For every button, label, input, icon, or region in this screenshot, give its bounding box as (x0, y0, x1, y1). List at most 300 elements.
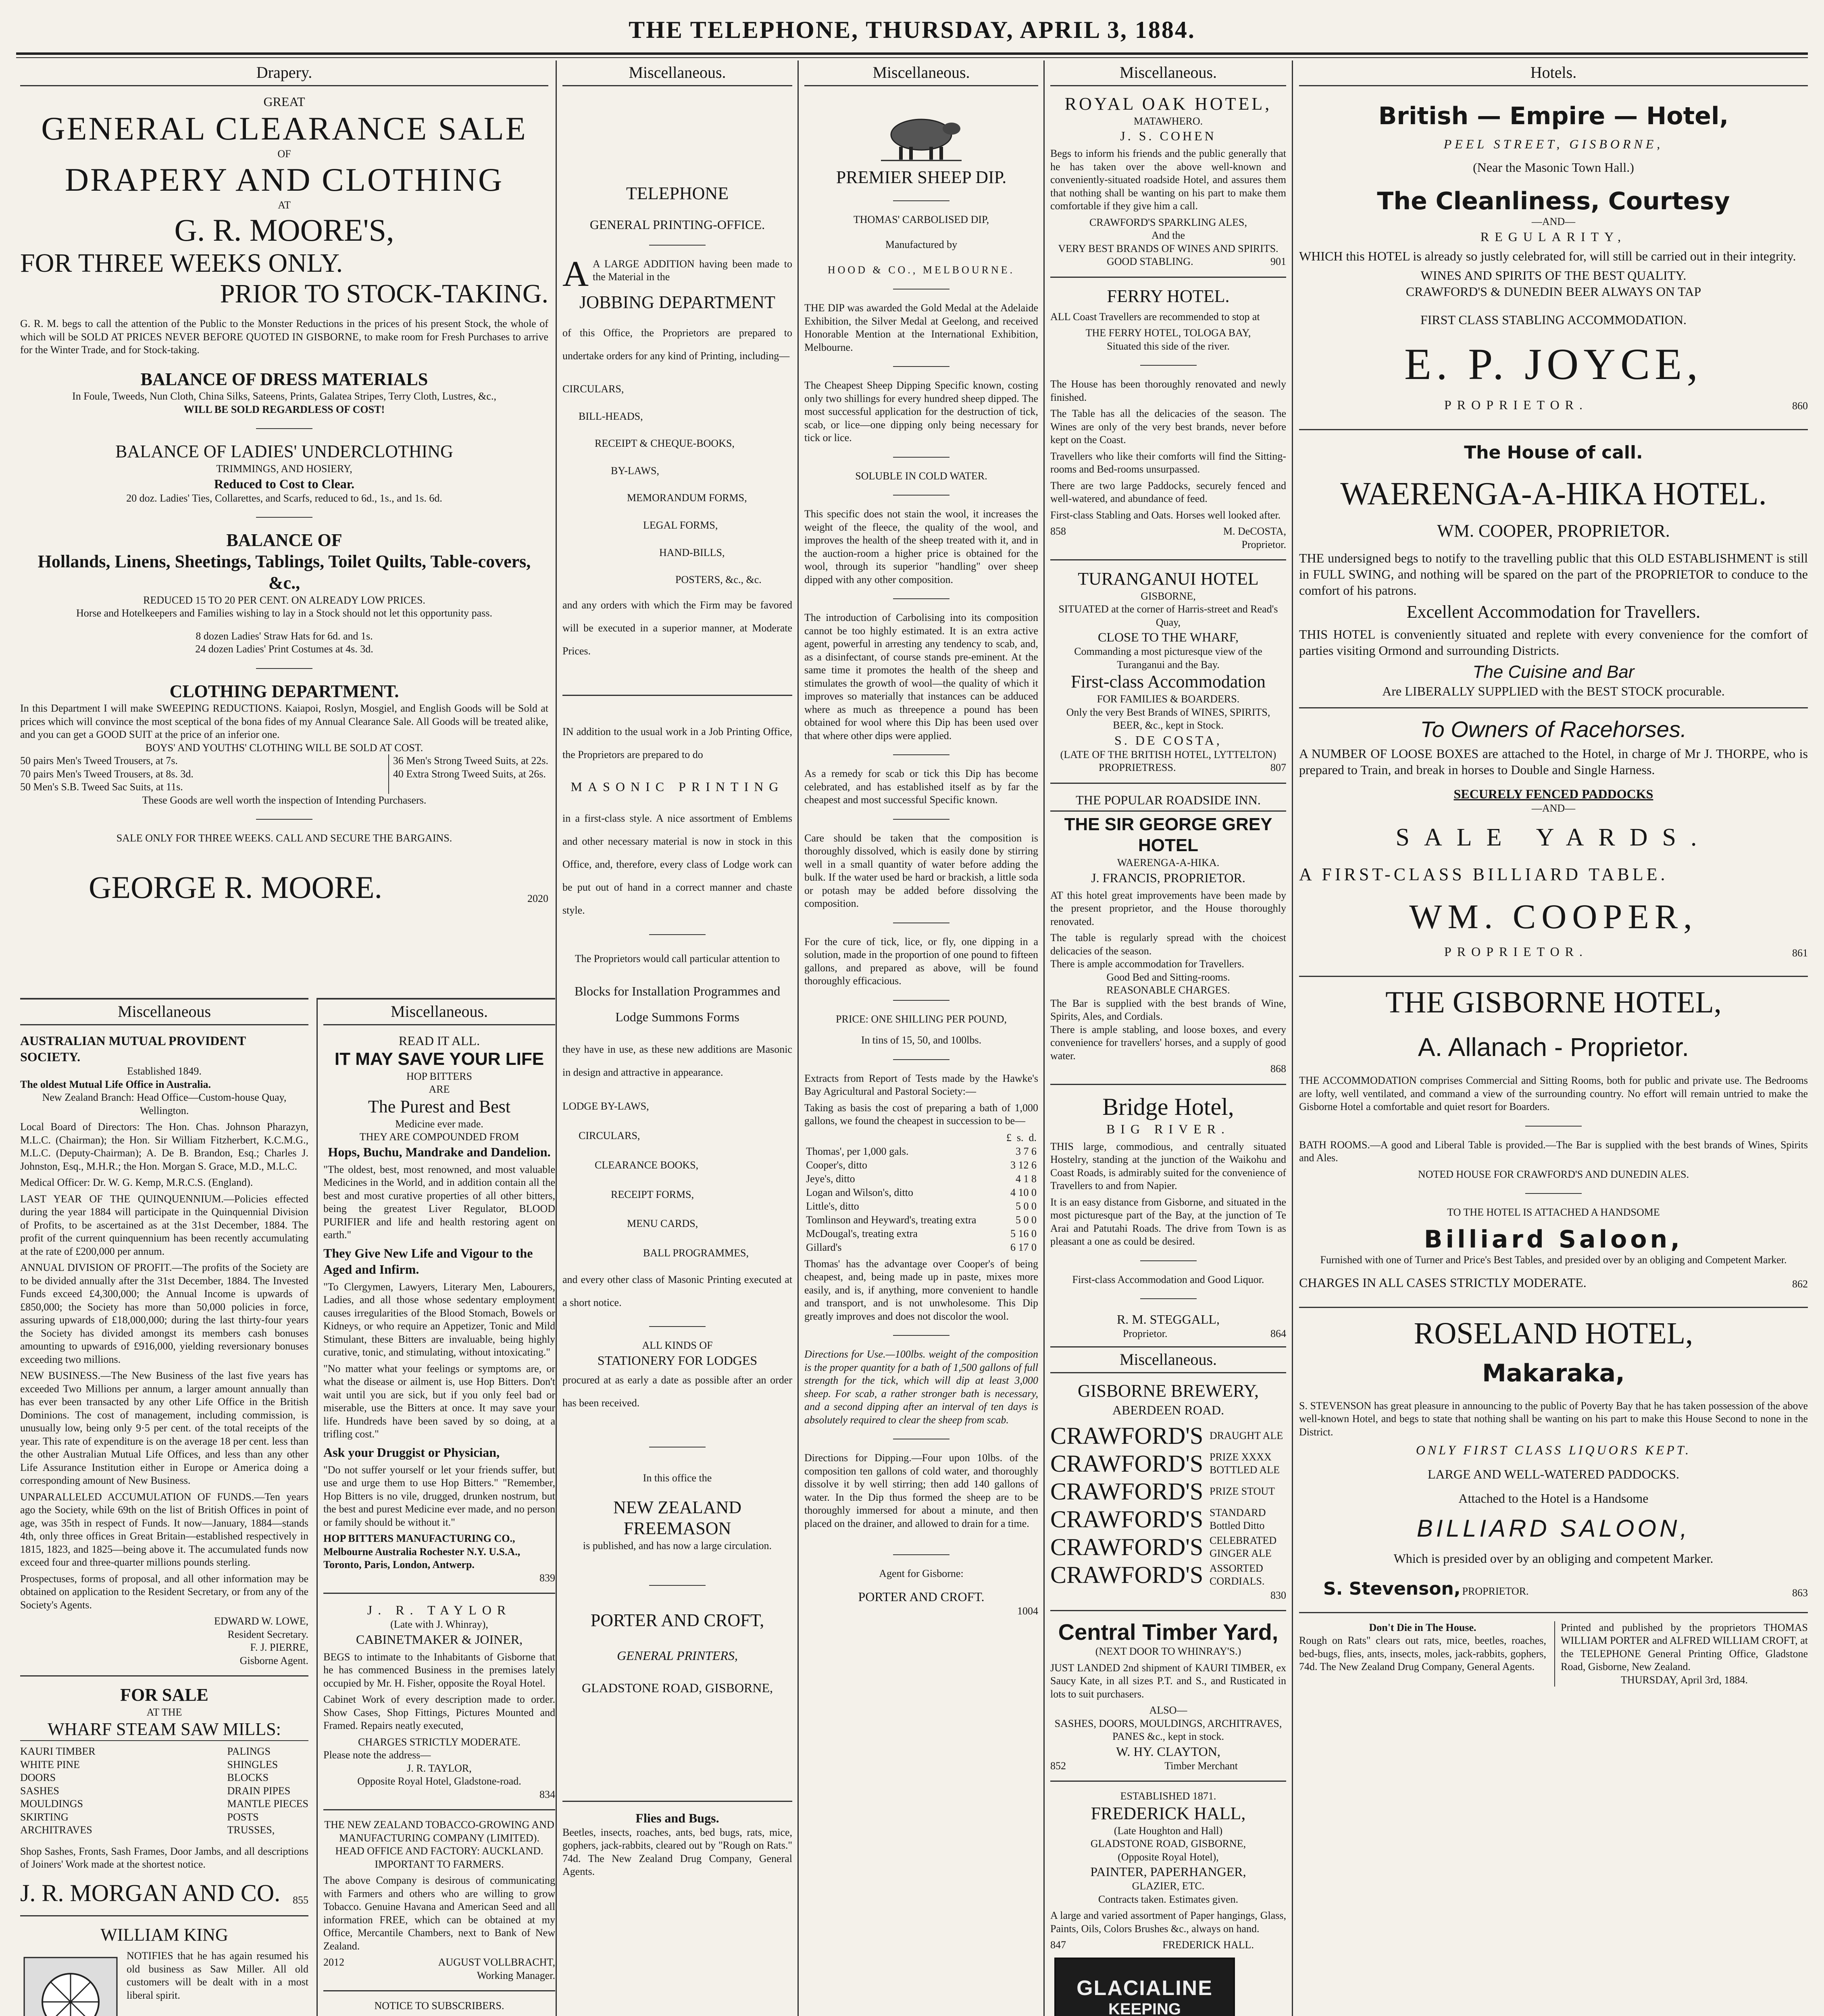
hollands-note: Horse and Hotelkeepers and Families wishing to lay in a Stock should not let this opportunity pass. (76, 607, 492, 619)
porter-croft: PORTER AND CROFT, (590, 1610, 764, 1630)
grey-stabling: There is ample stabling, and loose boxes, and every convenience for travellers' horses, and a supply of good water. (1050, 1023, 1286, 1062)
turanganui-gisborne: GISBORNE, (1141, 590, 1196, 602)
tobacco-sig-row (323, 1956, 555, 1969)
table-row (804, 1172, 1038, 1186)
timber-sashes: SASHES, DOORS, MOULDINGS, ARCHITRAVES, PANES &c., kept in stock. (1054, 1717, 1282, 1743)
timber-item: MANTLE PIECES (227, 1798, 308, 1810)
stabling: FIRST CLASS STABLING ACCOMMODATION. (1420, 312, 1687, 327)
gladstone-road: GLADSTONE ROAD, GISBORNE, (581, 1680, 773, 1695)
lodge-item: CLEARANCE BOOKS, (595, 1159, 699, 1171)
lodge-item: LODGE BY-LAWS, (562, 1100, 649, 1112)
billiard-saloon-italic: BILLIARD SALOON, (1416, 1515, 1691, 1542)
divider (256, 517, 312, 518)
suits-item: 36 Men's Strong Tweed Suits, at 22s. (393, 755, 548, 767)
cure-tick: For the cure of tick, lice, or fly, one dipping in a solution, made in the proportion of one pound to fifteen gallons, and prepared as above, will be found thoroughly efficacious. (804, 935, 1038, 987)
regularity: REGULARITY, (1480, 229, 1627, 244)
blocks-body: they have in use, as these new additions are Masonic in design and attractive in appearance. (562, 1043, 792, 1078)
lodge-item: MENU CARDS, (627, 1218, 698, 1230)
section-heading: Miscellaneous. (323, 1000, 555, 1025)
at-label: AT (278, 199, 291, 211)
masonic-printing: MASONIC PRINTING (571, 779, 784, 794)
masthead-rule (16, 52, 1808, 55)
table-row (804, 1145, 1038, 1158)
column-rule (797, 60, 799, 2016)
table-header (804, 1131, 1038, 1145)
divider (20, 1675, 308, 1677)
divider (893, 598, 949, 599)
charges-row (1299, 1275, 1808, 1291)
underclothing-trimmings: TRIMMINGS, AND HOSIERY, (216, 463, 352, 475)
bridge-role-row (1050, 1327, 1286, 1341)
divider (1050, 1084, 1286, 1085)
waerenga: WAERENGA-A-HIKA. (1117, 857, 1220, 869)
timber-item: KAURI TIMBER (20, 1745, 96, 1758)
freemason-circulation: is published, and has now a large circulation. (583, 1540, 772, 1552)
hood-co: HOOD & CO., MELBOURNE. (827, 264, 1015, 276)
divider (1299, 707, 1808, 708)
bridge-signature: R. M. STEGGALL, (1116, 1312, 1220, 1327)
table-row (804, 1186, 1038, 1200)
liquors-kept: ONLY FIRST CLASS LIQUORS KEPT. (1416, 1443, 1691, 1458)
paddocks: LARGE AND WELL-WATERED PADDOCKS. (1428, 1467, 1679, 1482)
gisborne-brewery: GISBORNE BREWERY, (1077, 1381, 1259, 1401)
procured-text: procured at as early a date as possible after an order has been received. (562, 1374, 792, 1409)
ferry-role: Proprietor. (1241, 538, 1286, 550)
clearance-sale-title: GENERAL CLEARANCE SALE (41, 110, 527, 147)
all-kinds: ALL KINDS OF (642, 1339, 713, 1352)
hop-bitters: HOP BITTERS (406, 1070, 472, 1082)
charges-moderate: CHARGES IN ALL CASES STRICTLY MODERATE. (1299, 1275, 1587, 1290)
taylor-late: (Late with J. Whinray), (390, 1618, 488, 1631)
gisborne-accommodation: THE ACCOMMODATION comprises Commercial and Sitting Rooms, both for public and private use. The Bedrooms are lofty, well ventilated, and command a view of the surrounding country. No effort will remain untried to make the Gisborne Hotel a comfortable and quiet resort for Boarders. (1299, 1075, 1808, 1113)
stevenson-notice: S. STEVENSON has great pleasure in announcing to the public of Poverty Bay that he has taken possession of the above well-known Hotel, and begs to state that nothing shall be wanting on his part to make this House Second to none in the District. (1299, 1400, 1808, 1438)
turanganui-wharf: CLOSE TO THE WHARF, (1098, 630, 1239, 645)
joyce-name: E. P. JOYCE, (1404, 339, 1703, 389)
section-heading: Miscellaneous. (804, 60, 1038, 86)
dip-cost: 3 12 6 (1010, 1159, 1037, 1171)
turanganui-role: PROPRIETRESS. (1099, 762, 1176, 774)
manufactured-by: Manufactured by (885, 239, 958, 251)
roadside-inn: THE POPULAR ROADSIDE INN. (1076, 792, 1261, 807)
dont-die-body: Rough on Rats" clears out rats, mice, beetles, roaches, bed-bugs, flies, ants, insects, moles, jack-rabbits, gophers, 74d. The New Zealand Drug Company, General Agents. (1299, 1635, 1546, 1673)
crawford-row: CRAWFORD'S PRIZE STOUT (1050, 1478, 1275, 1505)
hop-manufacturing: HOP BITTERS MANUFACTURING CO., Melbourne Australia Rochester N.Y. U.S.A., Toronto, Paris, London, Antwerp. (323, 1533, 521, 1571)
roseland-hotel: ROSELAND HOTEL, (1414, 1316, 1693, 1351)
cuisine-bar: The Cuisine and Bar (1472, 662, 1635, 682)
addition-text: IN addition to the usual work in a Job Printing Office, the Proprietors are prepared to do (562, 726, 792, 761)
divider (1140, 1298, 1197, 1299)
great-label: GREAT (263, 94, 305, 109)
divider (893, 495, 949, 496)
large-addition (562, 254, 792, 294)
amp-lowe-role: Resident Secretary. (227, 1628, 308, 1640)
divider (649, 1585, 706, 1586)
hop-quote-3: "No matter what your feelings or symptoms are, or what the disease or ailment is, use Hop Bitters. Don't wait until you are sick, but if you only feel bad or miserable, use the Bitters at once. It may save your life. Hundreds have been saved by so doing, at a trifling cost." (323, 1362, 555, 1440)
divider (893, 1335, 949, 1336)
timber-item: BLOCKS (227, 1772, 269, 1784)
dunedin-beer: CRAWFORD'S & DUNEDIN BEER ALWAYS ON TAP (1405, 284, 1701, 299)
hall-late: (Late Houghton and Hall) (1114, 1824, 1223, 1837)
glacialine-advert (1054, 1958, 1235, 2016)
turanganui-accommodation: First-class Accommodation (1071, 672, 1266, 692)
stevenson-row (1299, 1579, 1808, 1600)
ask-druggist: Ask your Druggist or Physician, (323, 1445, 500, 1460)
bridge-distance: It is an easy distance from Gisborne, and situated in the most picturesque part of the Bay, at the junction of Te Arai and Patutahi Roads. The drive from Town is as pleasant a one as could be desired. (1050, 1196, 1286, 1248)
handsome-label: Attached to the Hotel is a Handsome (1458, 1491, 1649, 1506)
ad-number: 860 (1792, 400, 1808, 412)
hall-road: GLADSTONE ROAD, GISBORNE, (1090, 1838, 1246, 1850)
signature-row (20, 869, 548, 906)
amp-oldest: The oldest Mutual Life Office in Australia. (20, 1078, 211, 1090)
timber-item: TRUSSES, (227, 1824, 275, 1836)
tobacco-signature: AUGUST VOLLBRACHT, (438, 1956, 555, 1968)
hop-quote-1: "The oldest, best, most renowned, and most valuable Medicines in the World, and in addition contain all the best and most curative properties of all other bitters, being the greatest Liver Regulator, BLOOD PURIFIER and life and health restoring agent on earth." (323, 1163, 555, 1241)
printing-item: POSTERS, &c., &c. (675, 574, 762, 586)
taylor-work: Cabinet Work of every description made to order. Show Cases, Shop Fittings, Pictures Mounted and Framed. Repairs neatly executed, (323, 1693, 555, 1732)
turanganui-hotel: TURANGANUI HOTEL (1078, 569, 1259, 589)
column-rule (1292, 60, 1293, 2016)
divider (893, 754, 949, 755)
purest-best: The Purest and Best (368, 1096, 511, 1116)
frederick-hall: FREDERICK HALL, (1091, 1803, 1246, 1823)
jobbing-department: JOBBING DEPARTMENT (579, 292, 775, 312)
care-dissolve: Care should be taken that the composition is thoroughly dissolved, which is easily done by stirring well in a small quantity of water before adding the bulk. If the water used be hard or brackish, a little soda or potash may be added before dissolving the composition. (804, 832, 1038, 910)
currency-header: £ s. d. (1006, 1131, 1037, 1143)
royal-oak-hotel: ROYAL OAK HOTEL, (1064, 94, 1272, 114)
medicine-made: Medicine ever made. (395, 1118, 483, 1130)
table-row (804, 1241, 1038, 1254)
compounded-from: THEY ARE COMPOUNDED FROM (359, 1131, 519, 1143)
column-rule (556, 60, 557, 2016)
crawford-row: CRAWFORD'S ASSORTED CORDIALS. (1050, 1561, 1265, 1588)
divider (893, 366, 949, 367)
and-the: And the (1151, 229, 1185, 242)
imprint-text: Printed and published by the proprietors THOMAS WILLIAM PORTER and ALFRED WILLIAM CROFT, at the TELEPHONE General Printing Office, Gladstone Road, Gisborne, New Zealand. (1561, 1621, 1808, 1673)
aberdeen-road: ABERDEEN ROAD. (1112, 1402, 1224, 1417)
divider (1050, 810, 1286, 812)
turanganui-late: (LATE OF THE BRITISH HOTEL, LYTTELTON) (1060, 748, 1276, 760)
amp-heading: AUSTRALIAN MUTUAL PROVIDENT SOCIETY. (20, 1033, 246, 1064)
ferry-table: The Table has all the delicacies of the season. The Wines are only of the very best brands, never before kept on the Coast. (1050, 408, 1286, 446)
billiard-saloon: Billiard Saloon, (1424, 1225, 1683, 1254)
save-your-life: IT MAY SAVE YOUR LIFE (334, 1049, 544, 1069)
drapery-clothing-title: DRAPERY AND CLOTHING (65, 161, 504, 198)
king-notice: NOTIFIES that he has again resumed his old business as Saw Miller. All old customers will be dealt with in a most liberal spirit. (127, 1950, 308, 2001)
divider (323, 1593, 555, 1594)
are-label: ARE (429, 1083, 450, 1095)
ad-number: 2012 (323, 1956, 344, 1968)
amp-new-business: NEW BUSINESS.—The New Business of the last five years has exceeded Two Millions per annum, a larger amount annually than has ever been transacted by any other Life Office in the British Dominions. The cost of management, including commission, is unusually low, being only 9·5 per cent. of the total receipts of the year. This rate of expenditure is on the average 18 per cent. less than the other Australian Mutual Life Offices, and less than any other Life Assurance Institution either in Europe or America doing a corresponding amount of New Business. (20, 1370, 308, 1486)
premier-sheep-dip: PREMIER SHEEP DIP. (836, 167, 1007, 187)
ad-number: 839 (539, 1572, 555, 1584)
dip-name: Logan and Wilson's, ditto (806, 1186, 914, 1198)
amp-established: Established 1849. (127, 1065, 202, 1077)
divider (893, 819, 949, 820)
ferry-comforts: Travellers who like their comforts will find the Sitting-rooms and Bed-rooms unsurpassed. (1050, 450, 1286, 475)
taylor-signature: J. R. TAYLOR, (407, 1762, 472, 1774)
timber-landed: JUST LANDED 2nd shipment of KAURI TIMBER, ex Saucy Kate, in all sizes P.T. and S., and Rusticated in lots to suit purchasers. (1050, 1662, 1286, 1700)
fenced-paddocks: SECURELY FENCED PADDOCKS (1453, 787, 1653, 802)
crawford-row: CRAWFORD'S CELEBRATED GINGER ALE (1050, 1533, 1277, 1560)
glacialine-keeping: KEEPING (1108, 2000, 1181, 2016)
tobacco-office: HEAD OFFICE AND FACTORY: AUCKLAND. (335, 1845, 543, 1857)
crawford-row: CRAWFORD'S PRIZE XXXX BOTTLED ALE (1050, 1450, 1280, 1477)
divider (1299, 1612, 1808, 1613)
wool-quality: This specific does not stain the wool, it increases the weight of the fleece, the quality of the wool, and improves the health of the sheep treated with it, and in the auction-room a higher price is obtained for the wool, through its superior "handling" over sheep dipped with any other composition. (804, 508, 1038, 585)
divider (649, 1326, 706, 1327)
ad-number: 855 (293, 1894, 308, 1906)
handsome-attached: TO THE HOTEL IS ATTACHED A HANDSOME (1447, 1206, 1660, 1218)
rough-on-rats (1299, 1621, 1546, 1687)
shop-sashes: Shop Sashes, Fronts, Sash Frames, Door Jambs, and all descriptions of Joiners' Work made at the shortest notice. (20, 1845, 308, 1870)
of-label: OF (277, 148, 291, 160)
hall-contracts: Contracts taken. Estimates given. (1098, 1893, 1239, 1905)
big-river: BIG RIVER. (1106, 1121, 1231, 1136)
printing-column (562, 60, 792, 2016)
divider (649, 934, 706, 935)
amp-annual: ANNUAL DIVISION OF PROFIT.—The profits of the Society are to be divided annually after the 31st December, 1884. The Invested Funds exceed £4,300,000; the Annual Income is upwards of £850,000; the Society has more than 50,000 policies in force, assuring upwards of £18,000,000; during the last thirty-four years the Society has divided amongst its members cash bonuses amounting to upwards of £916,000, yielding reversionary bonuses exceeding two millions. (20, 1262, 308, 1365)
divider (1050, 783, 1286, 784)
cooper-proprietor: PROPRIETOR. (1444, 944, 1589, 959)
turanganui-view: Commanding a most picturesque view of the Turanganui and the Bay. (1074, 646, 1262, 671)
underclothing-ties: 20 doz. Ladies' Ties, Collarettes, and Scarfs, reduced to 6d., 1s., and 1s. 6d. (126, 492, 442, 504)
table-row (804, 1213, 1038, 1227)
liberally-supplied: Are LIBERALLY SUPPLIED with the BEST STOCK procurable. (1382, 683, 1725, 698)
ad-number: 901 (1270, 256, 1286, 268)
ad-number: 858 (1050, 525, 1066, 537)
king-heading: WILLIAM KING (100, 1924, 228, 1945)
amp-branch: New Zealand Branch: Head Office—Custom-house Quay, Wellington. (42, 1091, 287, 1116)
bridge-role: Proprietor. (1123, 1328, 1168, 1340)
dont-die-heading: Don't Die in The House. (1369, 1621, 1476, 1633)
tobacco-body: The above Company is desirous of communicating with Farmers and others who are willing to grow Tobacco. Genuine Havana and American Seed and all information FREE, which can be obtained at my Office, Mercantile Chambers, next to Bank of New Zealand. (323, 1874, 555, 1952)
blocks-heading: Blocks for Installation Programmes and Lodge Summons Forms (574, 983, 781, 1024)
price-label: PRICE: ONE SHILLING PER POUND, (836, 1013, 1007, 1025)
crawford-list (1050, 1422, 1286, 1589)
imprint-date: THURSDAY, April 3rd, 1884. (1621, 1674, 1748, 1686)
three-weeks: FOR THREE WEEKS ONLY. (20, 248, 343, 278)
shop-name: G. R. MOORE'S, (174, 212, 394, 248)
sheep-icon (877, 110, 966, 163)
wm-cooper-name: WM. COOPER, (1409, 897, 1698, 936)
printing-item: RECEIPT & CHEQUE-BOOKS, (595, 437, 735, 450)
office-text: of this Office, the Proprietors are prepared to undertake orders for any kind of Printing, including— (562, 327, 792, 362)
amp-accumulation: UNPARALLELED ACCUMULATION OF FUNDS.—Ten years ago the Society, while 69th on the list of British Offices in point of age, was 35th in respect of Funds. It now—January, 1884—stands 4th, only three offices in Great Britain—established respectively in 1815, 1823, and 1825—being above it. The accumulated funds now exceed four and three-quarter millions pounds sterling. (20, 1491, 308, 1568)
british-empire-hotel: British — Empire — Hotel, (1378, 102, 1729, 130)
established-1871: ESTABLISHED 1871. (1120, 1790, 1216, 1802)
tobacco-important: IMPORTANT TO FARMERS. (375, 1858, 504, 1870)
divider (893, 1000, 949, 1001)
orders-text: and any orders with which the Firm may be favored will be executed in a superior manner, at Moderate Prices. (562, 599, 792, 657)
lodge-item: RECEIPT FORMS, (611, 1188, 694, 1200)
tins-label: In tins of 15, 50, and 100lbs. (861, 1034, 982, 1046)
trousers-item: 50 pairs Men's Tweed Trousers, at 7s. (20, 755, 178, 767)
at-the: AT THE (146, 1706, 182, 1718)
good-stabling: GOOD STABLING. (1107, 256, 1193, 268)
hollands-balance: BALANCE OF (226, 530, 342, 550)
timber-next-door: (NEXT DOOR TO WHINRAY'S.) (1095, 1645, 1241, 1658)
taking-basis: Taking as basis the cost of preparing a bath of 1,000 gallons, we found the cheapest in succession to be— (804, 1102, 1038, 1127)
prior-stocktaking: PRIOR TO STOCK-TAKING. (220, 279, 548, 309)
divider (1050, 1610, 1286, 1611)
taylor-trade: CABINETMAKER & JOINER, (356, 1632, 523, 1647)
sale-intro: G. R. M. begs to call the attention of the Public to the Monster Reductions in the prices of his present Stock, the whole of which will be SOLD AT PRICES NEVER BEFORE QUOTED IN GISBORNE, to make room for Fresh Purchases to arrive for the Winter Trade, and for Stock-taking. (20, 318, 548, 356)
grey-table: The table is regularly spread with the choicest delicacies of the season. (1050, 932, 1286, 957)
cheapest: The Cheapest Sheep Dipping Specific known, costing only two shillings for every hundred sheep dipped. The most successful application for the destruction of tick, scab, or lice—one dipping only being necessary for tick or lice. (804, 379, 1038, 444)
hall-trade: PAINTER, PAPERHANGER, (1090, 1864, 1246, 1879)
table-row (804, 1200, 1038, 1213)
taylor-please: Please note the address— (323, 1749, 431, 1761)
ad-number: 868 (1270, 1063, 1286, 1075)
ad-number: 847 (1050, 1939, 1066, 1951)
divider (1525, 1193, 1582, 1194)
printing-item: BILL-HEADS, (579, 410, 643, 422)
thomas-dip: THOMAS' CARBOLISED DIP, (853, 213, 989, 225)
ad-number: 863 (1792, 1587, 1808, 1599)
allanach: A. Allanach - Proprietor. (1418, 1032, 1689, 1062)
divider (1050, 277, 1286, 278)
printing-item: BY-LAWS, (611, 464, 659, 477)
presided-over: Which is presided over by an obliging and competent Marker. (1393, 1551, 1714, 1566)
central-timber-yard: Central Timber Yard, (1058, 1619, 1278, 1645)
divider (562, 1801, 792, 1802)
boys-clothing: BOYS' AND YOUTHS' CLOTHING WILL BE SOLD AT COST. (145, 741, 423, 754)
dip-name: Thomas', per 1,000 gals. (806, 1145, 909, 1157)
divider (323, 1990, 555, 1991)
timber-also: ALSO— (1149, 1704, 1187, 1716)
hall-sig-row (1050, 1939, 1286, 1952)
cooper-notice: THE undersigned begs to notify to the travelling public that this OLD ESTABLISHMENT is still in FULL SWING, and nothing will be spared on the part of the PROPRIETOR to conduce to the comfort of his patrons. (1299, 551, 1808, 598)
hall-opposite: (Opposite Royal Hotel), (1118, 1851, 1219, 1863)
misc-column-a (20, 998, 308, 2016)
dip-name: Cooper's, ditto (806, 1159, 868, 1171)
freemason-title: NEW ZEALAND FREEMASON (613, 1497, 742, 1539)
divider (1525, 1126, 1582, 1127)
telephone-title: TELEPHONE (626, 183, 729, 203)
cohen-name: J. S. COHEN (1120, 129, 1216, 144)
loose-boxes: A NUMBER OF LOOSE BOXES are attached to the Hotel, in charge of Mr J. THORPE, who is prepared to Train, and break in horses to Double and Single Harness. (1299, 746, 1808, 777)
wines-spirits: WINES AND SPIRITS OF THE BEST QUALITY. (1420, 268, 1687, 283)
ingredients: Hops, Buchu, Mandrake and Dandelion. (328, 1144, 551, 1159)
turanganui-families: FOR FAMILIES & BOARDERS. (1097, 693, 1240, 705)
clayton-role-row (1050, 1760, 1286, 1773)
matawhero: MATAWHERO. (1133, 115, 1203, 127)
hop-quote-4: "Do not suffer yourself or let your friends suffer, but use and urge them to use Hop Bitters." "Remember, Hop Bitters is no vile, drugged, drunken nostrum, but the best and purest Medicine ever made, and no person or family should be without it." (323, 1464, 555, 1528)
grey-accommodation: There is ample accommodation for Travellers. (1050, 958, 1244, 970)
cooper-convenient: THIS HOTEL is conveniently situated and replete with every convenience for the comfort of parties visiting Ormond and surrounding Districts. (1299, 627, 1808, 658)
timber-item: DOORS (20, 1772, 56, 1784)
ad-number: 861 (1792, 947, 1808, 959)
good-stabling-row (1050, 255, 1286, 269)
for-sale: FOR SALE (120, 1685, 208, 1705)
ferry-hotel: FERRY HOTEL. (1107, 286, 1230, 306)
brands-wines: VERY BEST BRANDS OF WINES AND SPIRITS. (1058, 242, 1278, 254)
timber-item: SKIRTING (20, 1811, 69, 1823)
printing-item: HAND-BILLS, (659, 546, 725, 558)
dress-body: In Foule, Tweeds, Nun Cloth, China Silks, Sateens, Prints, Galatea Stripes, Terry Cloth, Lustres, &c., (72, 390, 496, 402)
stevenson-name: S. Stevenson, (1323, 1579, 1461, 1599)
divider (256, 819, 312, 820)
straw-hats: 8 dozen Ladies' Straw Hats for 6d. and 1s. (196, 630, 373, 642)
excellent-accommodation: Excellent Accommodation for Travellers. (1406, 602, 1701, 622)
agent-label: Agent for Gisborne: (879, 1568, 964, 1580)
dip-cost: 5 0 0 (1016, 1200, 1037, 1212)
new-life-vigour: They Give New Life and Vigour to the Aged and Infirm. (323, 1245, 533, 1277)
ad-number: 862 (1792, 1278, 1808, 1290)
section-heading: Hotels. (1299, 60, 1808, 86)
divider (893, 1059, 949, 1060)
stationery-lodges: STATIONERY FOR LODGES (597, 1353, 758, 1368)
grey-charges: REASONABLE CHARGES. (1106, 984, 1230, 996)
section-heading: Miscellaneous (20, 1000, 308, 1025)
dip-cost: 6 17 0 (1010, 1241, 1037, 1253)
crawford-row: CRAWFORD'S DRAUGHT ALE (1050, 1422, 1283, 1449)
divider (1140, 365, 1197, 366)
divider (1140, 1260, 1197, 1261)
divider (256, 428, 312, 429)
turanganui-role-row (1050, 761, 1286, 775)
suits-item: 40 Extra Strong Tweed Suits, at 26s. (393, 768, 546, 780)
ferry-sig-row (1050, 525, 1286, 538)
ferry-tologa: THE FERRY HOTEL, TOLOGA BAY, (1085, 327, 1251, 339)
divider (562, 695, 792, 696)
hall-signature: FREDERICK HALL. (1162, 1939, 1254, 1951)
bath-rooms: BATH ROOMS.—A good and Liberal Table is provided.—The Bar is supplied with the best brands of Wines, Spirits and Ales. (1299, 1139, 1808, 1164)
taylor-body: BEGS to intimate to the Inhabitants of Gisborne that he has commenced Business in the premises lately occupied by Mr. H. Fisher, opposite the Royal Hotel. (323, 1651, 555, 1689)
hotels-misc-column (1050, 60, 1286, 2016)
section-heading: Miscellaneous. (1050, 1346, 1286, 1373)
timber-item: SHINGLES (227, 1758, 278, 1770)
bridge-liquor: First-class Accommodation and Good Liquor. (1072, 1273, 1264, 1285)
large-addition-text: A LARGE ADDITION having been made to the Material in the (593, 258, 792, 283)
gold-medal: THE DIP was awarded the Gold Medal at the Adelaide Exhibition, the Silver Medal at Geelong, and received Honorable Mention at the International Exhibition, Melbourne. (804, 302, 1038, 353)
timber-items (20, 1745, 308, 1837)
saw-mill-icon (20, 1949, 121, 2016)
divider (20, 1915, 308, 1916)
hall-glazier: GLAZIER, ETC. (1132, 1880, 1205, 1892)
morgan-row (20, 1879, 308, 1907)
tobacco-heading: THE NEW ZEALAND TOBACCO-GROWING AND MANUFACTURING COMPANY (LIMITED). (324, 1819, 554, 1844)
clayton-role: Timber Merchant (1164, 1760, 1238, 1772)
ad-number: 834 (539, 1788, 555, 1800)
masthead: THE TELEPHONE, THURSDAY, APRIL 3, 1884. (629, 17, 1195, 43)
section-heading: Miscellaneous. (1050, 60, 1286, 86)
amp-pierre-role: Gisborne Agent. (239, 1654, 308, 1666)
divider (323, 1809, 555, 1810)
print-costumes: 24 dozen Ladies' Print Costumes at 4s. 3d. (195, 643, 373, 655)
inspection-note: These Goods are well worth the inspection of Intending Purchasers. (142, 794, 427, 806)
notice-heading: NOTICE TO SUBSCRIBERS. (374, 2000, 504, 2012)
masonic-body: in a first-class style. A nice assortment of Emblems and other necessary material is now in stock in this Office, and, therefore, every class of Lodge work can be put out of hand in a correct manner and chaste style. (562, 812, 792, 916)
general-printers: GENERAL PRINTERS, (617, 1648, 738, 1663)
turanganui-signature: S. DE COSTA, (1114, 733, 1222, 748)
timber-item: PALINGS (227, 1745, 271, 1758)
ferry-signature: M. DeCOSTA, (1223, 525, 1286, 537)
near-masonic: (Near the Masonic Town Hall.) (1473, 160, 1634, 175)
makaraka: Makaraka, (1482, 1359, 1625, 1387)
and-label: —AND— (1531, 216, 1576, 227)
divider (893, 1554, 949, 1555)
sheep-dip-column (804, 60, 1038, 2016)
dip-name: Jeye's, ditto (806, 1173, 855, 1185)
divider (1299, 1307, 1808, 1308)
owners-racehorses: To Owners of Racehorses. (1420, 716, 1687, 742)
drop-cap: A (562, 254, 589, 294)
underclothing-heading: BALANCE OF LADIES' UNDERCLOTHING (115, 442, 453, 462)
divider (256, 668, 312, 669)
timber-item: POSTS (227, 1811, 259, 1823)
ad-number: 2020 (527, 893, 548, 905)
